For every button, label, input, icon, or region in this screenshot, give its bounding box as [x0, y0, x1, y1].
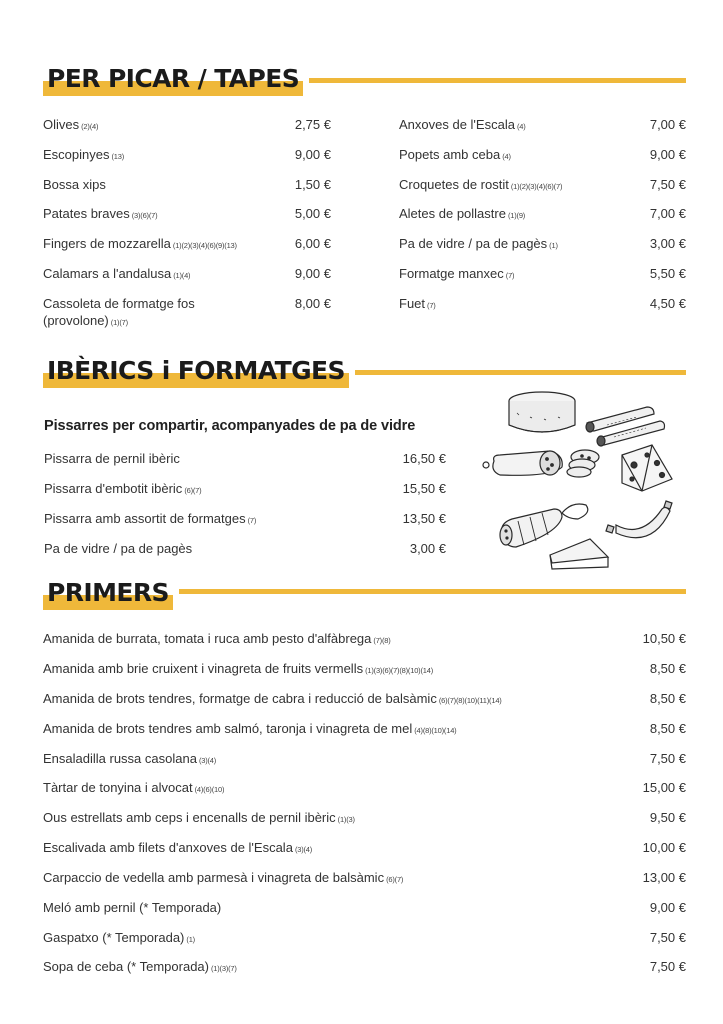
- item-allergens: (6)(7): [386, 875, 404, 884]
- menu-item: [43, 839, 686, 858]
- item-price: 8,00 €: [294, 296, 331, 311]
- item-allergens: (1)(3)(6)(7)(8)(10)(14): [365, 666, 433, 675]
- item-name: Amanida amb brie cruixent i vinagreta de fruits vermells (1)(3)(6)(7)(8)(10)(14): [43, 661, 433, 676]
- curved-sausage-icon: [606, 501, 672, 538]
- item-allergens: (1)(3): [337, 815, 355, 824]
- menu-item: [43, 660, 686, 679]
- item-price: 5,50 €: [649, 266, 686, 281]
- item-allergens: (13): [111, 152, 125, 161]
- menu-item: [43, 176, 331, 195]
- item-allergens: (6)(7)(8)(10)(11)(14): [438, 696, 502, 705]
- item-name: Tàrtar de tonyina i alvocat (4)(6)(10): [43, 780, 225, 795]
- section-divider: [355, 370, 686, 375]
- item-price: 7,00 €: [649, 206, 686, 221]
- item-name: Ous estrellats amb ceps i encenalls de pernil ibèric (1)(3): [43, 810, 355, 825]
- item-name: Pa de vidre / pa de pagès (1): [399, 236, 558, 251]
- item-price: 9,00 €: [294, 147, 331, 162]
- item-price: 6,00 €: [294, 236, 331, 251]
- item-price: 13,00 €: [642, 870, 686, 885]
- menu-item: [43, 958, 686, 977]
- item-price: 3,00 €: [649, 236, 686, 251]
- salami-slices-icon: [567, 450, 599, 477]
- item-allergens: (4): [502, 152, 511, 161]
- sliced-chorizo-icon: [500, 504, 588, 547]
- item-allergens: (1)(3)(7): [210, 964, 237, 973]
- menu-item: [43, 295, 331, 331]
- menu-item: [43, 235, 331, 254]
- item-name: Escalivada amb filets d'anxoves de l'Escala (3)(4): [43, 840, 313, 855]
- item-price: 9,00 €: [649, 900, 686, 915]
- item-price: 9,50 €: [649, 810, 686, 825]
- item-allergens: (7): [505, 271, 515, 280]
- menu-item: [43, 750, 686, 769]
- menu-item: [44, 540, 446, 559]
- item-price: 8,50 €: [649, 691, 686, 706]
- item-price: 8,50 €: [649, 721, 686, 736]
- item-price: 15,50 €: [402, 481, 446, 496]
- item-name: Aletes de pollastre (1)(9): [399, 206, 526, 221]
- item-price: 7,50 €: [649, 751, 686, 766]
- item-allergens: (1)(2)(3)(4)(6)(9)(13): [172, 241, 237, 250]
- item-allergens: (1)(9): [507, 211, 526, 220]
- item-price: 7,50 €: [649, 959, 686, 974]
- item-price: 10,00 €: [642, 840, 686, 855]
- menu-item: [43, 205, 331, 224]
- item-allergens: (2)(4): [81, 122, 99, 131]
- item-name: Amanida de burrata, tomata i ruca amb pesto d'alfàbrega (7)(8): [43, 631, 391, 646]
- menu-item: [43, 869, 686, 888]
- menu-item: [43, 899, 686, 918]
- menu-item: [43, 630, 686, 649]
- item-name: Amanida de brots tendres amb salmó, taronja i vinagreta de mel (4)(8)(10)(14): [43, 721, 457, 736]
- item-allergens: (1): [549, 241, 558, 250]
- rolled-cold-cuts-icon: [586, 407, 665, 446]
- item-name: Calamars a l'andalusa (1)(4): [43, 266, 191, 281]
- item-allergens: (4)(6)(10): [194, 785, 225, 794]
- item-price: 3,00 €: [409, 541, 446, 556]
- menu-item: [399, 176, 686, 195]
- item-name: Croquetes de rostit (1)(2)(3)(4)(6)(7): [399, 177, 563, 192]
- item-price: 13,50 €: [402, 511, 446, 526]
- item-price: 4,50 €: [649, 296, 686, 311]
- item-name: Pissarra amb assortit de formatges (7): [44, 511, 257, 526]
- item-allergens: (7): [427, 301, 436, 310]
- item-allergens: (1): [186, 935, 195, 944]
- item-name: Sopa de ceba (* Temporada) (1)(3)(7): [43, 959, 237, 974]
- menu-item: [43, 146, 331, 165]
- item-name: Pissarra de pernil ibèric: [44, 451, 180, 466]
- menu-item: [43, 116, 331, 135]
- item-name: Formatge manxec (7): [399, 266, 515, 281]
- item-name: Patates braves (3)(6)(7): [43, 206, 158, 221]
- item-allergens: (1)(7): [110, 318, 128, 327]
- item-price: 7,50 €: [649, 177, 686, 192]
- item-allergens: (3)(6)(7): [131, 211, 158, 220]
- item-allergens: (1)(4): [173, 271, 191, 280]
- item-name: Anxoves de l'Escala (4): [399, 117, 526, 132]
- item-price: 10,50 €: [642, 631, 686, 646]
- item-name: Bossa xips: [43, 177, 106, 192]
- item-name: Fingers de mozzarella (1)(2)(3)(4)(6)(9)(13): [43, 236, 237, 251]
- menu-item: [44, 510, 446, 529]
- item-price: 16,50 €: [402, 451, 446, 466]
- section-subheading: Pissarres per compartir, acompanyades de pa de vidre: [44, 418, 416, 434]
- item-price: 1,50 €: [294, 177, 331, 192]
- menu-item: [44, 450, 446, 469]
- item-price: 5,00 €: [294, 206, 331, 221]
- item-name: Pissarra d'embotit ibèric (6)(7): [44, 481, 202, 496]
- menu-item: [43, 929, 686, 948]
- item-name: Cassoleta de formatge fos (provolone) (1)(7): [43, 296, 195, 328]
- salami-icon: [483, 451, 562, 475]
- menu-item: [399, 116, 686, 135]
- item-allergens: (3)(4): [294, 845, 313, 854]
- item-price: 9,00 €: [294, 266, 331, 281]
- section-title: IBÈRICS i FORMATGES: [47, 356, 345, 385]
- menu-item: [43, 265, 331, 284]
- item-name: Olives (2)(4): [43, 117, 99, 132]
- item-allergens: (4): [516, 122, 526, 131]
- cheese-wheel-icon: [509, 392, 575, 432]
- item-price: 7,50 €: [649, 930, 686, 945]
- section-title-wrap: [43, 62, 303, 98]
- item-name: Escopinyes (13): [43, 147, 125, 162]
- item-name: Pa de vidre / pa de pagès: [44, 541, 193, 556]
- section-header-tapes: [43, 62, 686, 98]
- item-price: 2,75 €: [294, 117, 331, 132]
- item-name: Amanida de brots tendres, formatge de cabra i reducció de balsàmic (6)(7)(8)(10)(11)(14): [43, 691, 502, 706]
- item-allergens: (6)(7): [184, 486, 202, 495]
- menu-item: [43, 779, 686, 798]
- item-name: Carpaccio de vedella amb parmesà i vinagreta de balsàmic (6)(7): [43, 870, 404, 885]
- menu-item: [43, 809, 686, 828]
- menu-item: [399, 146, 686, 165]
- item-allergens: (7): [247, 516, 257, 525]
- item-price: 9,00 €: [649, 147, 686, 162]
- menu-item: [43, 690, 686, 709]
- item-name: Gaspatxo (* Temporada) (1): [43, 930, 195, 945]
- item-allergens: (3)(4): [198, 756, 217, 765]
- section-header-primers: [43, 576, 686, 612]
- item-name: Popets amb ceba (4): [399, 147, 511, 162]
- item-name: Ensaladilla russa casolana (3)(4): [43, 751, 217, 766]
- section-divider: [309, 78, 686, 83]
- swiss-cheese-icon: [622, 445, 672, 491]
- item-allergens: (1)(2)(3)(4)(6)(7): [510, 182, 563, 191]
- section-title: PER PICAR / TAPES: [47, 64, 300, 93]
- item-allergens: (7)(8): [373, 636, 391, 645]
- cheese-slice-icon: [550, 539, 608, 569]
- menu-item: [399, 235, 686, 254]
- item-allergens: (4)(8)(10)(14): [414, 726, 457, 735]
- item-name: Fuet (7): [399, 296, 436, 311]
- item-price: 7,00 €: [649, 117, 686, 132]
- charcuterie-illustration: [482, 383, 682, 578]
- item-name: Meló amb pernil (* Temporada): [43, 900, 222, 915]
- section-title-wrap: [43, 354, 349, 390]
- menu-item: [44, 480, 446, 499]
- menu-item: [399, 295, 686, 314]
- menu-item: [399, 205, 686, 224]
- section-title: PRIMERS: [47, 578, 169, 607]
- section-divider: [179, 589, 686, 594]
- menu-item: [399, 265, 686, 284]
- section-title-wrap: [43, 576, 173, 612]
- item-price: 15,00 €: [642, 780, 686, 795]
- item-price: 8,50 €: [649, 661, 686, 676]
- menu-item: [43, 720, 686, 739]
